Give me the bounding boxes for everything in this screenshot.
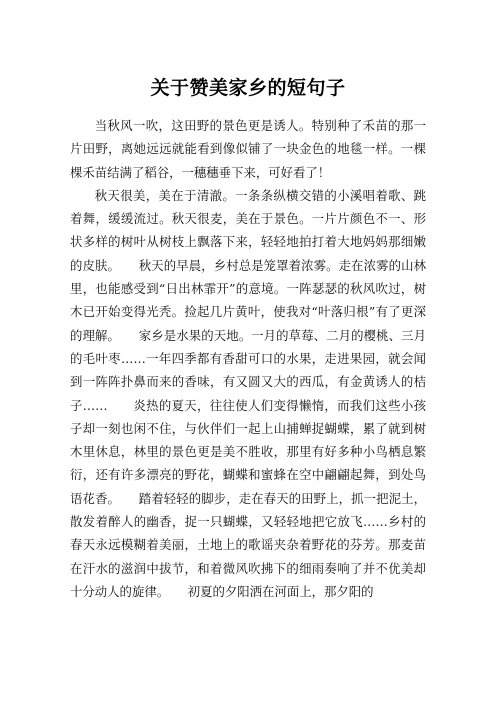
paragraph: 秋天很美，美在于清澈。一条条纵横交错的小溪唱着歌、跳着舞，缓缓流过。秋天很麦，美在于景色。一片片颜色不一、形状多样的树叶从树枝上飘落下来，轻轻地拍打着大地妈妈那细嫩的皮肤。 秋天的早晨，乡村总是笼罩着浓雾。走在浓雾的山林里，也能感受到“日出林霏开”的意境。一阵瑟瑟的秋风吹过，树木已开始变得光秃。捡起几片黄叶，使我对“叶落归根”有了更深的理解。 家乡是水果的天地。一月的草莓、二月的樱桃、三月的毛叶枣……一年四季都有香甜可口的水果，走进果园，就会闻到一阵阵扑鼻而来的香味，有又圆又大的西瓜，有金黄诱人的桔子…… 炎热的夏天，往往使人们变得懒惰，而我们这些小孩子却一刻也闲不住，与伙伴们一起上山捕蝉捉蝴蝶，累了就到树木里休息，林里的景色更是美不胜收，那里有好多种小鸟栖息繁衍，还有许多漂亮的野花，蝴蝶和蜜蜂在空中翩翩起舞，到处鸟语花香。 踏着轻轻的脚步，走在春天的田野上，抓一把泥土，散发着醉人的幽香，捉一只蝴蝶，又轻轻地把它放飞……乡村的春天永远模糊着美丽，土地上的歌谣夹杂着野花的芬芳。那麦苗在汗水的滋润中拔节，和着微风吹拂下的细雨奏响了并不优美却十分动人的旋律。 初夏的夕阳洒在河面上，那夕阳的 xyxy=(70,187,426,599)
paragraph: 当秋风一吹，这田野的景色更是诱人。特别种了禾苗的那一片田野，离她远远就能看到像似铺了一块金色的地毯一样。一棵棵禾苗结满了稻谷，一穗穗垂下来，可好看了！ xyxy=(70,118,426,180)
document-body xyxy=(70,114,426,603)
document-title: 关于赞美家乡的短句子 xyxy=(150,77,346,99)
